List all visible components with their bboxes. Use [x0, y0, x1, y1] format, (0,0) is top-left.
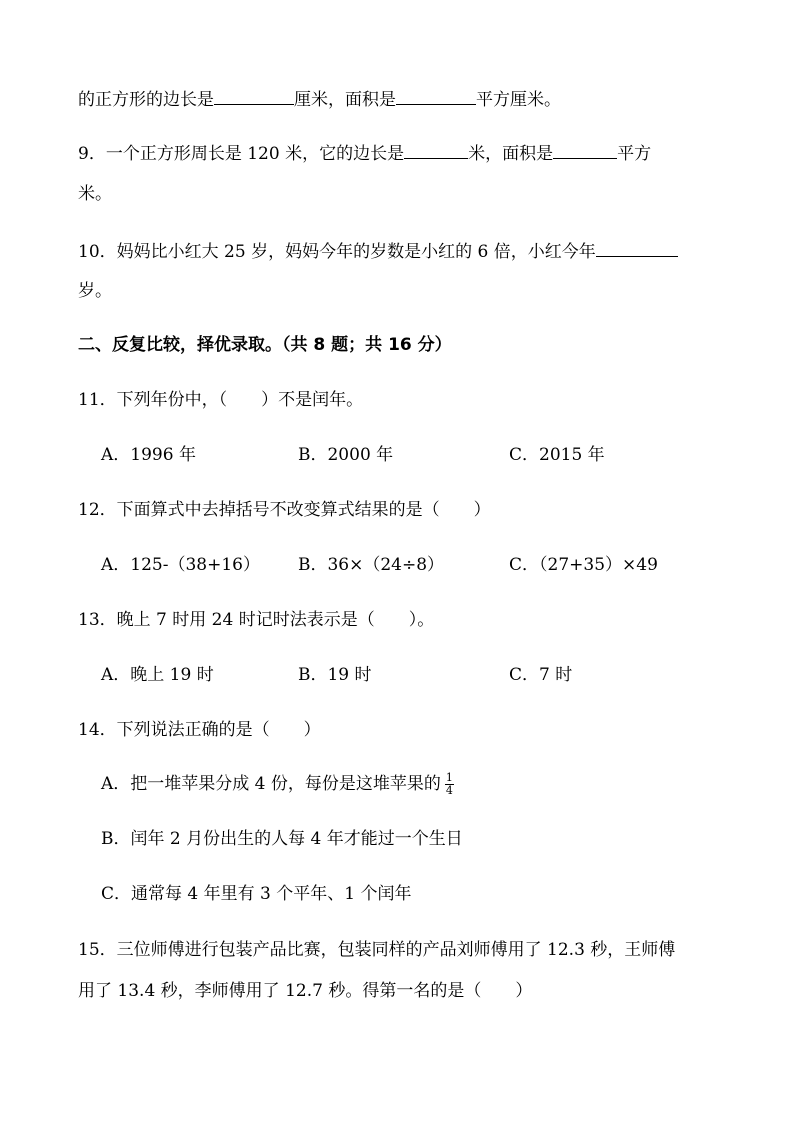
question-14-stem [78, 718, 321, 742]
q13-option-b[interactable]: B．19 时 [298, 665, 372, 685]
q15-text-1: 15．三位师傅进行包装产品比赛，包装同样的产品刘师傅用了 12.3 秒，王师傅 [78, 940, 676, 960]
q12-stem-text: 12．下面算式中去掉括号不改变算式结果的是（ ） [78, 500, 491, 520]
fraction-numerator: 1 [445, 771, 453, 784]
section-2-title: 二、反复比较，择优录取。（共 8 题；共 16 分） [78, 335, 452, 355]
q12-option-a[interactable]: A．125-（38+16） [101, 555, 260, 575]
q13-option-c[interactable]: C．7 时 [509, 665, 573, 685]
q13-option-a[interactable]: A．晚上 19 时 [101, 665, 214, 685]
q8-text-2: 厘米，面积是 [294, 90, 396, 110]
question-8-continuation [78, 86, 561, 112]
q11-stem-text: 11．下列年份中，（ ）不是闰年。 [78, 390, 364, 410]
q14-option-b[interactable]: B．闰年 2 月份出生的人每 4 年才能过一个生日 [101, 829, 463, 849]
q8-text-3: 平方厘米。 [476, 90, 561, 110]
question-13-stem [78, 608, 434, 632]
q15-text-2: 用了 13.4 秒，李师傅用了 12.7 秒。得第一名的是（ ） [78, 981, 533, 1001]
question-15-line-2 [78, 979, 532, 1003]
answer-blank[interactable] [404, 140, 468, 159]
question-10 [78, 238, 678, 264]
question-9-line-2 [78, 182, 112, 206]
q11-option-c[interactable]: C．2015 年 [509, 445, 605, 465]
q10-text-1: 10．妈妈比小红大 25 岁，妈妈今年的岁数是小红的 6 倍，小红今年 [78, 242, 596, 262]
question-11-stem [78, 388, 363, 412]
answer-blank[interactable] [553, 140, 617, 159]
answer-blank[interactable] [596, 238, 678, 257]
q14-option-a-text: A．把一堆苹果分成 4 份，每份是这堆苹果的 [101, 774, 441, 794]
fraction [445, 772, 454, 797]
q12-option-c[interactable]: C．（27+35）×49 [509, 555, 658, 575]
q11-option-b[interactable]: B．2000 年 [298, 445, 394, 465]
fraction-denominator: 4 [445, 784, 453, 797]
q9-text-1: 9．一个正方形周长是 120 米，它的边长是 [78, 144, 405, 164]
q10-text-2: 岁。 [78, 281, 112, 301]
question-12-stem [78, 498, 491, 522]
q13-stem-text: 13．晚上 7 时用 24 时记时法表示是（ ）。 [78, 610, 435, 630]
question-10-line-2 [78, 279, 112, 303]
answer-blank[interactable] [214, 86, 294, 105]
q14-stem-text: 14．下列说法正确的是（ ） [78, 720, 321, 740]
question-15 [78, 938, 675, 962]
q9-text-3: 平方 [617, 144, 652, 164]
answer-blank[interactable] [396, 86, 476, 105]
q14-option-c[interactable]: C．通常每 4 年里有 3 个平年、1 个闰年 [101, 884, 412, 904]
q14-option-a[interactable] [101, 772, 454, 797]
q9-text-4: 米。 [78, 184, 112, 204]
question-9 [78, 140, 651, 166]
q8-text-1: 的正方形的边长是 [78, 90, 214, 110]
section-2-heading [78, 333, 452, 357]
q9-text-2: 米，面积是 [468, 144, 554, 164]
q11-option-a[interactable]: A．1996 年 [101, 445, 196, 465]
q12-option-b[interactable]: B．36×（24÷8） [298, 555, 445, 575]
